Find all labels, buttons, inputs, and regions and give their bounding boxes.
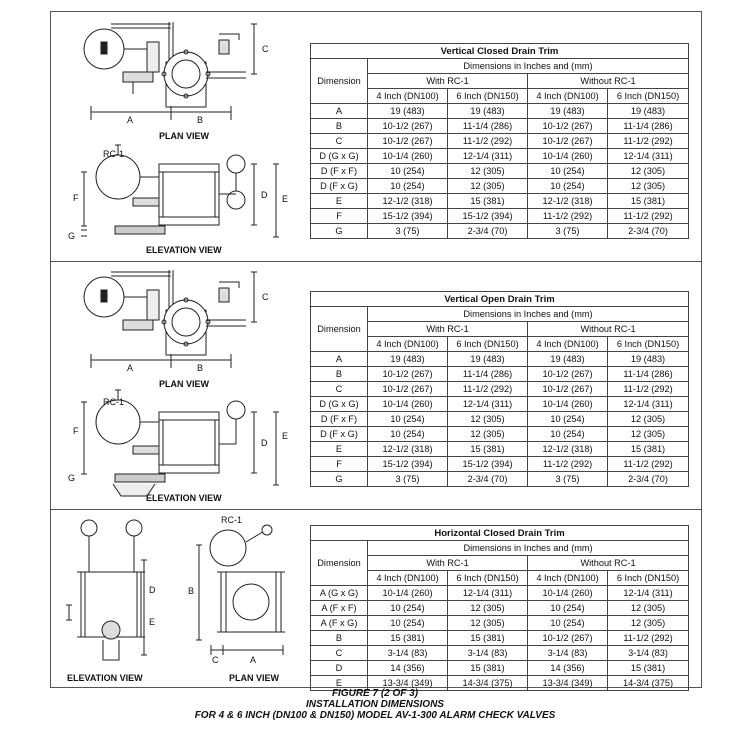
dim-letter-b: B — [197, 115, 204, 125]
elevation-view-label: ELEVATION VIEW — [67, 673, 143, 683]
panel-vertical-open-drain — [50, 261, 702, 511]
caption-title: INSTALLATION DIMENSIONS — [306, 699, 444, 710]
size-header: 4 Inch (DN100) — [528, 337, 608, 352]
dimension-value: 10-1/4 (260) — [528, 586, 608, 601]
table-row — [311, 382, 689, 397]
dims-table-vertical-open — [310, 291, 689, 487]
dimension-value: 12-1/4 (311) — [448, 586, 528, 601]
rc1-callout: RC-1 — [103, 149, 125, 159]
dimension-label: D (F x G) — [311, 179, 368, 194]
dimension-value: 12 (305) — [608, 179, 689, 194]
without-rc1-header: Without RC-1 — [528, 322, 689, 337]
dim-letter-b: B — [197, 363, 204, 373]
elevation-view-label: ELEVATION VIEW — [146, 493, 222, 503]
dimension-header: Dimension — [311, 541, 368, 586]
dimension-value: 11-1/4 (286) — [608, 119, 689, 134]
dimension-value: 11-1/2 (292) — [608, 209, 689, 224]
table-row — [311, 427, 689, 442]
dimension-label: B — [311, 367, 368, 382]
dims-table-vertical-closed — [310, 43, 689, 239]
dimension-value: 12 (305) — [448, 179, 528, 194]
dimension-value: 10-1/2 (267) — [368, 134, 448, 149]
dim-letter-f: F — [73, 193, 79, 203]
dimension-value: 12-1/4 (311) — [608, 397, 689, 412]
dimension-value: 10 (254) — [368, 601, 448, 616]
dimension-value: 14 (356) — [528, 661, 608, 676]
dimension-value: 12 (305) — [608, 616, 689, 631]
dimension-value: 10 (254) — [528, 427, 608, 442]
dimension-value: 12-1/2 (318) — [368, 442, 448, 457]
dimension-value: 12 (305) — [608, 427, 689, 442]
dimension-value: 19 (483) — [608, 104, 689, 119]
dimension-value: 11-1/2 (292) — [608, 631, 689, 646]
dimension-value: 12 (305) — [608, 601, 689, 616]
dimension-value: 11-1/4 (286) — [608, 367, 689, 382]
dimension-label: D (F x F) — [311, 164, 368, 179]
dimension-value: 2-3/4 (70) — [448, 472, 528, 487]
dimension-value: 15 (381) — [368, 631, 448, 646]
with-rc1-header: With RC-1 — [368, 74, 528, 89]
table-row — [311, 616, 689, 631]
dimension-header: Dimension — [311, 307, 368, 352]
table-row — [311, 149, 689, 164]
dimension-label: D (F x F) — [311, 412, 368, 427]
dimension-value: 12 (305) — [448, 164, 528, 179]
rc1-callout: RC-1 — [221, 515, 243, 525]
table-row — [311, 179, 689, 194]
dim-letter-d: D — [261, 438, 268, 448]
units-header: Dimensions in Inches and (mm) — [368, 59, 689, 74]
table-row — [311, 164, 689, 179]
dimension-label: C — [311, 382, 368, 397]
dimension-value: 12-1/2 (318) — [368, 194, 448, 209]
dimension-value: 11-1/2 (292) — [448, 382, 528, 397]
table-row — [311, 457, 689, 472]
dimension-value: 19 (483) — [448, 104, 528, 119]
dimension-label: D (F x G) — [311, 427, 368, 442]
dimension-value: 12-1/2 (318) — [528, 442, 608, 457]
dimension-value: 3-1/4 (83) — [448, 646, 528, 661]
dimension-value: 15 (381) — [608, 442, 689, 457]
panel-horizontal-closed-drain — [50, 509, 702, 688]
dimension-value: 10 (254) — [368, 179, 448, 194]
dimension-label: B — [311, 631, 368, 646]
dimension-value: 10 (254) — [368, 164, 448, 179]
dim-letter-e: E — [282, 431, 289, 441]
dimension-value: 15-1/2 (394) — [368, 209, 448, 224]
drawing-horizontal-closed — [51, 510, 296, 687]
table-row — [311, 646, 689, 661]
dimension-value: 15 (381) — [448, 442, 528, 457]
dimension-value: 10-1/2 (267) — [528, 367, 608, 382]
dimension-label: C — [311, 646, 368, 661]
dimension-label: A (F x G) — [311, 616, 368, 631]
size-header: 6 Inch (DN150) — [448, 337, 528, 352]
dimension-value: 11-1/2 (292) — [528, 457, 608, 472]
dimension-value: 3 (75) — [368, 472, 448, 487]
size-header: 6 Inch (DN150) — [608, 337, 689, 352]
dimension-value: 12-1/4 (311) — [448, 149, 528, 164]
table-row — [311, 442, 689, 457]
size-header: 6 Inch (DN150) — [608, 89, 689, 104]
dimension-value: 3 (75) — [528, 224, 608, 239]
rc1-callout: RC-1 — [103, 397, 125, 407]
dimension-value: 10 (254) — [368, 616, 448, 631]
dimension-value: 12-1/4 (311) — [448, 397, 528, 412]
dimension-value: 14-3/4 (375) — [448, 676, 528, 691]
table-row — [311, 194, 689, 209]
table-row — [311, 661, 689, 676]
size-header: 4 Inch (DN100) — [528, 89, 608, 104]
dimension-label: A (F x F) — [311, 601, 368, 616]
dimension-value: 10-1/4 (260) — [368, 149, 448, 164]
dimension-value: 2-3/4 (70) — [608, 224, 689, 239]
dimension-label: E — [311, 676, 368, 691]
dim-letter-c: C — [212, 655, 219, 665]
dimension-value: 11-1/2 (292) — [608, 134, 689, 149]
dimension-value: 12 (305) — [608, 412, 689, 427]
dimension-value: 10-1/2 (267) — [528, 382, 608, 397]
dim-letter-c: C — [262, 292, 269, 302]
table-row — [311, 104, 689, 119]
dimension-label: E — [311, 194, 368, 209]
vertical-closed-drawing — [51, 12, 296, 262]
dim-letter-a: A — [250, 655, 257, 665]
dim-letter-c: C — [262, 44, 269, 54]
dim-letter-f: F — [73, 426, 79, 436]
dimension-value: 11-1/4 (286) — [448, 119, 528, 134]
table-row — [311, 601, 689, 616]
plan-view-label: PLAN VIEW — [159, 131, 210, 141]
with-rc1-header: With RC-1 — [368, 556, 528, 571]
table-title: Horizontal Closed Drain Trim — [311, 526, 689, 541]
table-row — [311, 367, 689, 382]
dimension-value: 11-1/2 (292) — [608, 457, 689, 472]
dimension-value: 14-3/4 (375) — [608, 676, 689, 691]
with-rc1-header: With RC-1 — [368, 322, 528, 337]
dimension-value: 11-1/2 (292) — [608, 382, 689, 397]
table-title: Vertical Open Drain Trim — [311, 292, 689, 307]
dimension-value: 10-1/4 (260) — [368, 586, 448, 601]
dimension-label: C — [311, 134, 368, 149]
dimension-value: 10-1/2 (267) — [528, 631, 608, 646]
dim-letter-e: E — [149, 617, 156, 627]
table-body — [311, 104, 689, 239]
dimension-value: 3-1/4 (83) — [368, 646, 448, 661]
dimension-value: 12 (305) — [448, 601, 528, 616]
dimension-label: D (G x G) — [311, 149, 368, 164]
dimension-value: 11-1/2 (292) — [448, 134, 528, 149]
units-header: Dimensions in Inches and (mm) — [368, 307, 689, 322]
dimension-label: A — [311, 352, 368, 367]
dimension-label: F — [311, 457, 368, 472]
dimension-value: 12 (305) — [448, 427, 528, 442]
table-row — [311, 209, 689, 224]
dimension-label: D — [311, 661, 368, 676]
dimension-value: 15 (381) — [608, 661, 689, 676]
dimension-value: 10 (254) — [528, 412, 608, 427]
dimension-value: 15-1/2 (394) — [368, 457, 448, 472]
size-header: 4 Inch (DN100) — [368, 89, 448, 104]
dimension-label: B — [311, 119, 368, 134]
dimension-value: 15-1/2 (394) — [448, 209, 528, 224]
dimension-value: 19 (483) — [528, 104, 608, 119]
table-row — [311, 352, 689, 367]
table-row — [311, 631, 689, 646]
dimension-value: 12-1/4 (311) — [608, 149, 689, 164]
dimension-value: 10 (254) — [528, 179, 608, 194]
drawing-vertical-closed — [51, 12, 296, 262]
dimension-value: 11-1/2 (292) — [528, 209, 608, 224]
dimension-label: F — [311, 209, 368, 224]
table-row — [311, 472, 689, 487]
horizontal-closed-drawing — [51, 510, 296, 687]
dimension-header: Dimension — [311, 59, 368, 104]
table-row — [311, 397, 689, 412]
dimension-value: 19 (483) — [608, 352, 689, 367]
dim-letter-a: A — [127, 115, 134, 125]
without-rc1-header: Without RC-1 — [528, 74, 689, 89]
plan-view-label: PLAN VIEW — [159, 379, 210, 389]
dimension-value: 15 (381) — [608, 194, 689, 209]
dimension-value: 10 (254) — [528, 164, 608, 179]
dimension-value: 10 (254) — [368, 412, 448, 427]
dimension-value: 14 (356) — [368, 661, 448, 676]
dimension-value: 10-1/4 (260) — [528, 397, 608, 412]
dimension-value: 10-1/2 (267) — [528, 119, 608, 134]
vertical-open-drawing — [51, 262, 296, 510]
dimension-value: 12-1/4 (311) — [608, 586, 689, 601]
dim-letter-e: E — [282, 194, 289, 204]
dimension-value: 3 (75) — [368, 224, 448, 239]
dim-letter-b: B — [188, 586, 195, 596]
size-header: 6 Inch (DN150) — [448, 571, 528, 586]
panel-vertical-closed-drain — [50, 11, 702, 263]
dim-letter-d: D — [149, 585, 156, 595]
table-title: Vertical Closed Drain Trim — [311, 44, 689, 59]
dimension-label: A — [311, 104, 368, 119]
size-header: 6 Inch (DN150) — [608, 571, 689, 586]
dimension-value: 15 (381) — [448, 661, 528, 676]
dimension-value: 10-1/2 (267) — [368, 367, 448, 382]
dimension-label: G — [311, 224, 368, 239]
dimension-value: 12 (305) — [448, 412, 528, 427]
table-body — [311, 586, 689, 691]
table-row — [311, 119, 689, 134]
size-header: 4 Inch (DN100) — [368, 571, 448, 586]
dimension-value: 10-1/4 (260) — [528, 149, 608, 164]
dimension-label: G — [311, 472, 368, 487]
dim-letter-g: G — [68, 231, 76, 241]
dimension-value: 3-1/4 (83) — [528, 646, 608, 661]
dimension-value: 19 (483) — [528, 352, 608, 367]
size-header: 6 Inch (DN150) — [448, 89, 528, 104]
dimension-value: 19 (483) — [368, 352, 448, 367]
elevation-view-label: ELEVATION VIEW — [146, 245, 222, 255]
dimension-value: 10-1/4 (260) — [368, 397, 448, 412]
figure-caption — [50, 688, 700, 721]
caption-figure-number: FIGURE 7 (2 OF 3) — [331, 688, 419, 699]
dims-table-horizontal-closed — [310, 525, 689, 691]
table-row — [311, 586, 689, 601]
dim-letter-a: A — [127, 363, 134, 373]
dimension-value: 2-3/4 (70) — [608, 472, 689, 487]
dimension-value: 19 (483) — [448, 352, 528, 367]
size-header: 4 Inch (DN100) — [528, 571, 608, 586]
caption-subtitle: FOR 4 & 6 INCH (DN100 & DN150) MODEL AV-1-300 ALARM CHECK VALVES — [194, 710, 556, 721]
dimension-value: 12 (305) — [448, 616, 528, 631]
size-header: 4 Inch (DN100) — [368, 337, 448, 352]
dim-letter-g: G — [68, 473, 76, 483]
dimension-value: 15-1/2 (394) — [448, 457, 528, 472]
dimension-value: 10 (254) — [528, 601, 608, 616]
dimension-value: 15 (381) — [448, 194, 528, 209]
dimension-value: 15 (381) — [448, 631, 528, 646]
dimension-value: 10 (254) — [528, 616, 608, 631]
dimension-value: 2-3/4 (70) — [448, 224, 528, 239]
units-header: Dimensions in Inches and (mm) — [368, 541, 689, 556]
dimension-value: 12-1/2 (318) — [528, 194, 608, 209]
table-row — [311, 224, 689, 239]
dim-letter-d: D — [261, 190, 268, 200]
dimension-value: 3-1/4 (83) — [608, 646, 689, 661]
dimension-value: 10 (254) — [368, 427, 448, 442]
dimension-value: 13-3/4 (349) — [528, 676, 608, 691]
table-row — [311, 134, 689, 149]
dimension-value: 10-1/2 (267) — [368, 119, 448, 134]
without-rc1-header: Without RC-1 — [528, 556, 689, 571]
dimension-label: D (G x G) — [311, 397, 368, 412]
table-body — [311, 352, 689, 487]
dimension-value: 13-3/4 (349) — [368, 676, 448, 691]
dimension-value: 12 (305) — [608, 164, 689, 179]
drawing-vertical-open — [51, 262, 296, 510]
dimension-value: 10-1/2 (267) — [528, 134, 608, 149]
plan-view-label: PLAN VIEW — [229, 673, 280, 683]
dimension-value: 3 (75) — [528, 472, 608, 487]
dimension-value: 10-1/2 (267) — [368, 382, 448, 397]
dimension-value: 19 (483) — [368, 104, 448, 119]
dimension-label: A (G x G) — [311, 586, 368, 601]
table-row — [311, 412, 689, 427]
dimension-value: 11-1/4 (286) — [448, 367, 528, 382]
dimension-label: E — [311, 442, 368, 457]
